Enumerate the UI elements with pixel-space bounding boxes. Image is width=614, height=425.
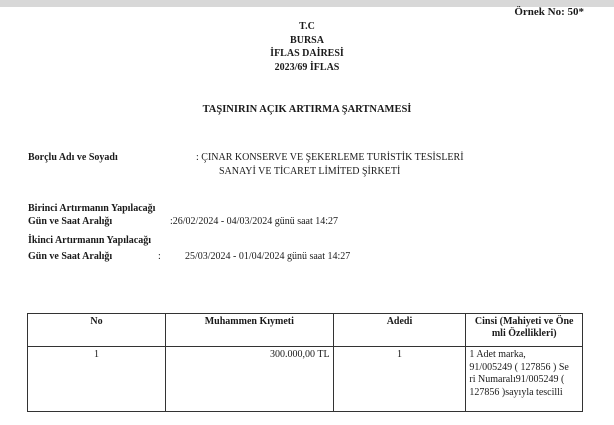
description-header-line: Cinsi (Mahiyeti ve Öne	[474, 316, 574, 327]
first-auction-heading: Birinci Artırmanın Yapılacağı	[28, 203, 156, 214]
column-header-description	[466, 314, 583, 347]
debtor-name-line1: : ÇINAR KONSERVE VE ŞEKERLEME TURİSTİK TESİSLERİ	[196, 152, 464, 163]
description-header-line: mli Özellikleri)	[491, 328, 557, 339]
second-auction-label: Gün ve Saat Aralığı	[28, 251, 113, 262]
description-line: ri Numaralı91/005249 (	[469, 374, 565, 385]
cell-quantity: 1	[333, 347, 466, 412]
document-title: TAŞINIRIN AÇIK ARTIRMA ŞARTNAMESİ	[202, 104, 412, 115]
second-auction-dates: 25/03/2024 - 01/04/2024 günü saat 14:27	[185, 251, 351, 262]
second-auction-colon: :	[158, 251, 161, 262]
cell-description	[466, 347, 583, 412]
cell-no: 1	[28, 347, 166, 412]
debtor-name-line2: SANAYİ VE TİCARET LİMİTED ŞİRKETİ	[219, 166, 401, 177]
sample-number: Örnek No: 50*	[514, 6, 584, 18]
description-line: 127856 )sayıyla tescilli	[469, 386, 563, 398]
header-city: BURSA	[290, 34, 324, 46]
column-header-no: No	[28, 314, 166, 347]
table-row	[28, 347, 583, 412]
auction-items-table	[27, 313, 583, 412]
first-auction-label: Gün ve Saat Aralığı	[28, 216, 113, 227]
description-line: 1 Adet marka,	[469, 349, 526, 360]
column-header-quantity: Adedi	[333, 314, 466, 347]
header-file-number: 2023/69 İFLAS	[274, 61, 340, 73]
document-header	[0, 20, 614, 74]
second-auction-heading: İkinci Artırmanın Yapılacağı	[28, 235, 151, 246]
header-office: İFLAS DAİRESİ	[270, 48, 344, 59]
cell-estimated-value: 300.000,00 TL	[166, 347, 334, 412]
description-line: 91/005249 ( 127856 ) Se	[469, 361, 569, 373]
first-auction-dates: :26/02/2024 - 04/03/2024 günü saat 14:27	[170, 216, 339, 227]
table-header-row	[28, 314, 583, 347]
column-header-estimated-value: Muhammen Kıymeti	[166, 314, 334, 347]
header-country: T.C	[299, 21, 315, 32]
debtor-label: Borçlu Adı ve Soyadı	[28, 152, 118, 163]
